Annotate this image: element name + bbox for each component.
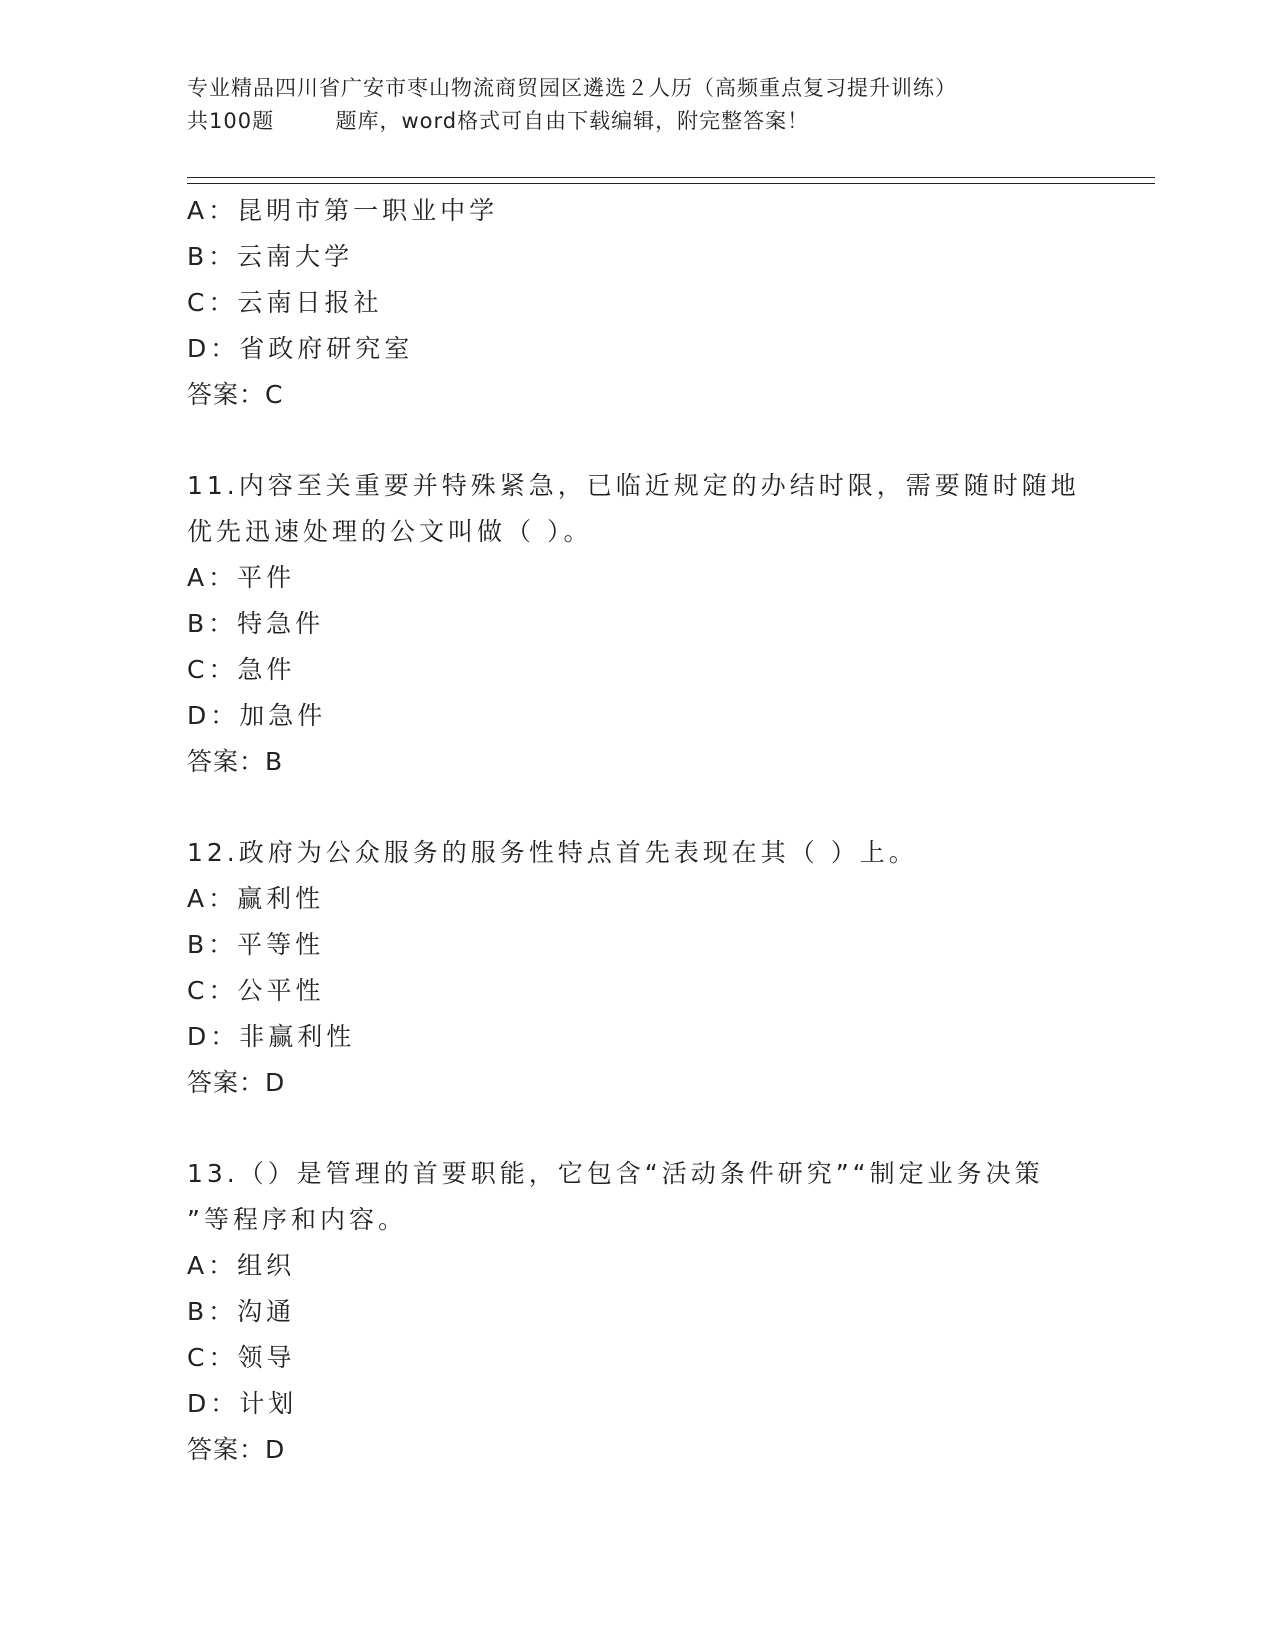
option-text: 云南日报社 xyxy=(237,288,383,317)
option-letter: C xyxy=(187,288,209,317)
option-a: A：赢利性 xyxy=(187,884,325,913)
answer-value: D xyxy=(265,1435,286,1464)
answer-label: 答案： xyxy=(187,1068,266,1097)
stem-line: ”等程序和内容。 xyxy=(187,1205,407,1234)
option-d: D：加急件 xyxy=(187,701,327,730)
option-c: C：领导 xyxy=(187,1343,296,1372)
answer-line xyxy=(187,739,1087,785)
option-text: 特急件 xyxy=(237,609,325,638)
question-block xyxy=(187,188,1087,418)
option-text: 计划 xyxy=(239,1389,298,1418)
answer-line xyxy=(187,372,1087,418)
option-letter: C xyxy=(187,1343,209,1372)
document-header xyxy=(187,72,1147,138)
header-divider-top xyxy=(187,177,1155,178)
option-letter: A xyxy=(187,884,209,913)
answer-label: 答案： xyxy=(187,747,266,776)
question-list xyxy=(187,188,1087,1473)
option-letter: D xyxy=(187,701,211,730)
option-letter: A xyxy=(187,196,209,225)
option-text: 赢利性 xyxy=(237,884,325,913)
answer-line xyxy=(187,1060,1087,1106)
option-b: B：平等性 xyxy=(187,930,325,959)
option-text: 领导 xyxy=(237,1343,296,1372)
option-a: A：组织 xyxy=(187,1251,296,1280)
option-text: 沟通 xyxy=(237,1297,296,1326)
option-letter: B xyxy=(187,1297,209,1326)
option-text: 急件 xyxy=(237,655,296,684)
option-c: C：云南日报社 xyxy=(187,288,383,317)
option-d: D：省政府研究室 xyxy=(187,334,414,363)
option-b: B：特急件 xyxy=(187,609,325,638)
option-letter: C xyxy=(187,976,209,1005)
option-letter: D xyxy=(187,1389,211,1418)
option-letter: A xyxy=(187,563,209,592)
header-subtitle-line: 共100题 题库，word格式可自由下载编辑，附完整答案！ xyxy=(187,109,810,133)
stem-line: 12.政府为公众服务的服务性特点首先表现在其（ ）上。 xyxy=(187,838,918,867)
header-divider-bottom xyxy=(187,183,1155,184)
answer-line xyxy=(187,1427,1087,1473)
option-letter: B xyxy=(187,930,209,959)
answer-label: 答案： xyxy=(187,380,266,409)
stem-line: 13.（）是管理的首要职能，它包含“活动条件研究”“制定业务决策 xyxy=(187,1159,1044,1188)
option-text: 平件 xyxy=(237,563,296,592)
question-stem xyxy=(187,1151,1087,1243)
option-a: A：昆明市第一职业中学 xyxy=(187,196,499,225)
option-text: 加急件 xyxy=(239,701,327,730)
option-text: 省政府研究室 xyxy=(239,334,414,363)
option-c: C：急件 xyxy=(187,655,296,684)
stem-line: 11.内容至关重要并特殊紧急，已临近规定的办结时限，需要随时随地 xyxy=(187,471,1080,500)
option-text: 公平性 xyxy=(237,976,325,1005)
question-stem xyxy=(187,830,1087,876)
answer-value: D xyxy=(265,1068,286,1097)
option-letter: D xyxy=(187,1022,211,1051)
answer-value: C xyxy=(265,380,284,409)
option-b: B：云南大学 xyxy=(187,242,354,271)
option-text: 非赢利性 xyxy=(239,1022,356,1051)
option-text: 平等性 xyxy=(237,930,325,959)
option-d: D：计划 xyxy=(187,1389,298,1418)
question-block xyxy=(187,830,1087,1106)
option-letter: C xyxy=(187,655,209,684)
option-letter: A xyxy=(187,1251,209,1280)
option-b: B：沟通 xyxy=(187,1297,296,1326)
header-title-line: 专业精品四川省广安市枣山物流商贸园区遴选２人历（高频重点复习提升训练） xyxy=(187,76,957,100)
answer-value: B xyxy=(265,747,284,776)
option-letter: B xyxy=(187,609,209,638)
option-text: 云南大学 xyxy=(237,242,354,271)
option-d: D：非赢利性 xyxy=(187,1022,356,1051)
option-text: 昆明市第一职业中学 xyxy=(237,196,499,225)
question-block xyxy=(187,463,1087,785)
option-c: C：公平性 xyxy=(187,976,325,1005)
option-letter: D xyxy=(187,334,211,363)
stem-line: 优先迅速处理的公文叫做（ ）。 xyxy=(187,517,593,546)
option-text: 组织 xyxy=(237,1251,296,1280)
question-stem xyxy=(187,463,1087,555)
answer-label: 答案： xyxy=(187,1435,266,1464)
option-a: A：平件 xyxy=(187,563,296,592)
question-block xyxy=(187,1151,1087,1473)
option-letter: B xyxy=(187,242,209,271)
